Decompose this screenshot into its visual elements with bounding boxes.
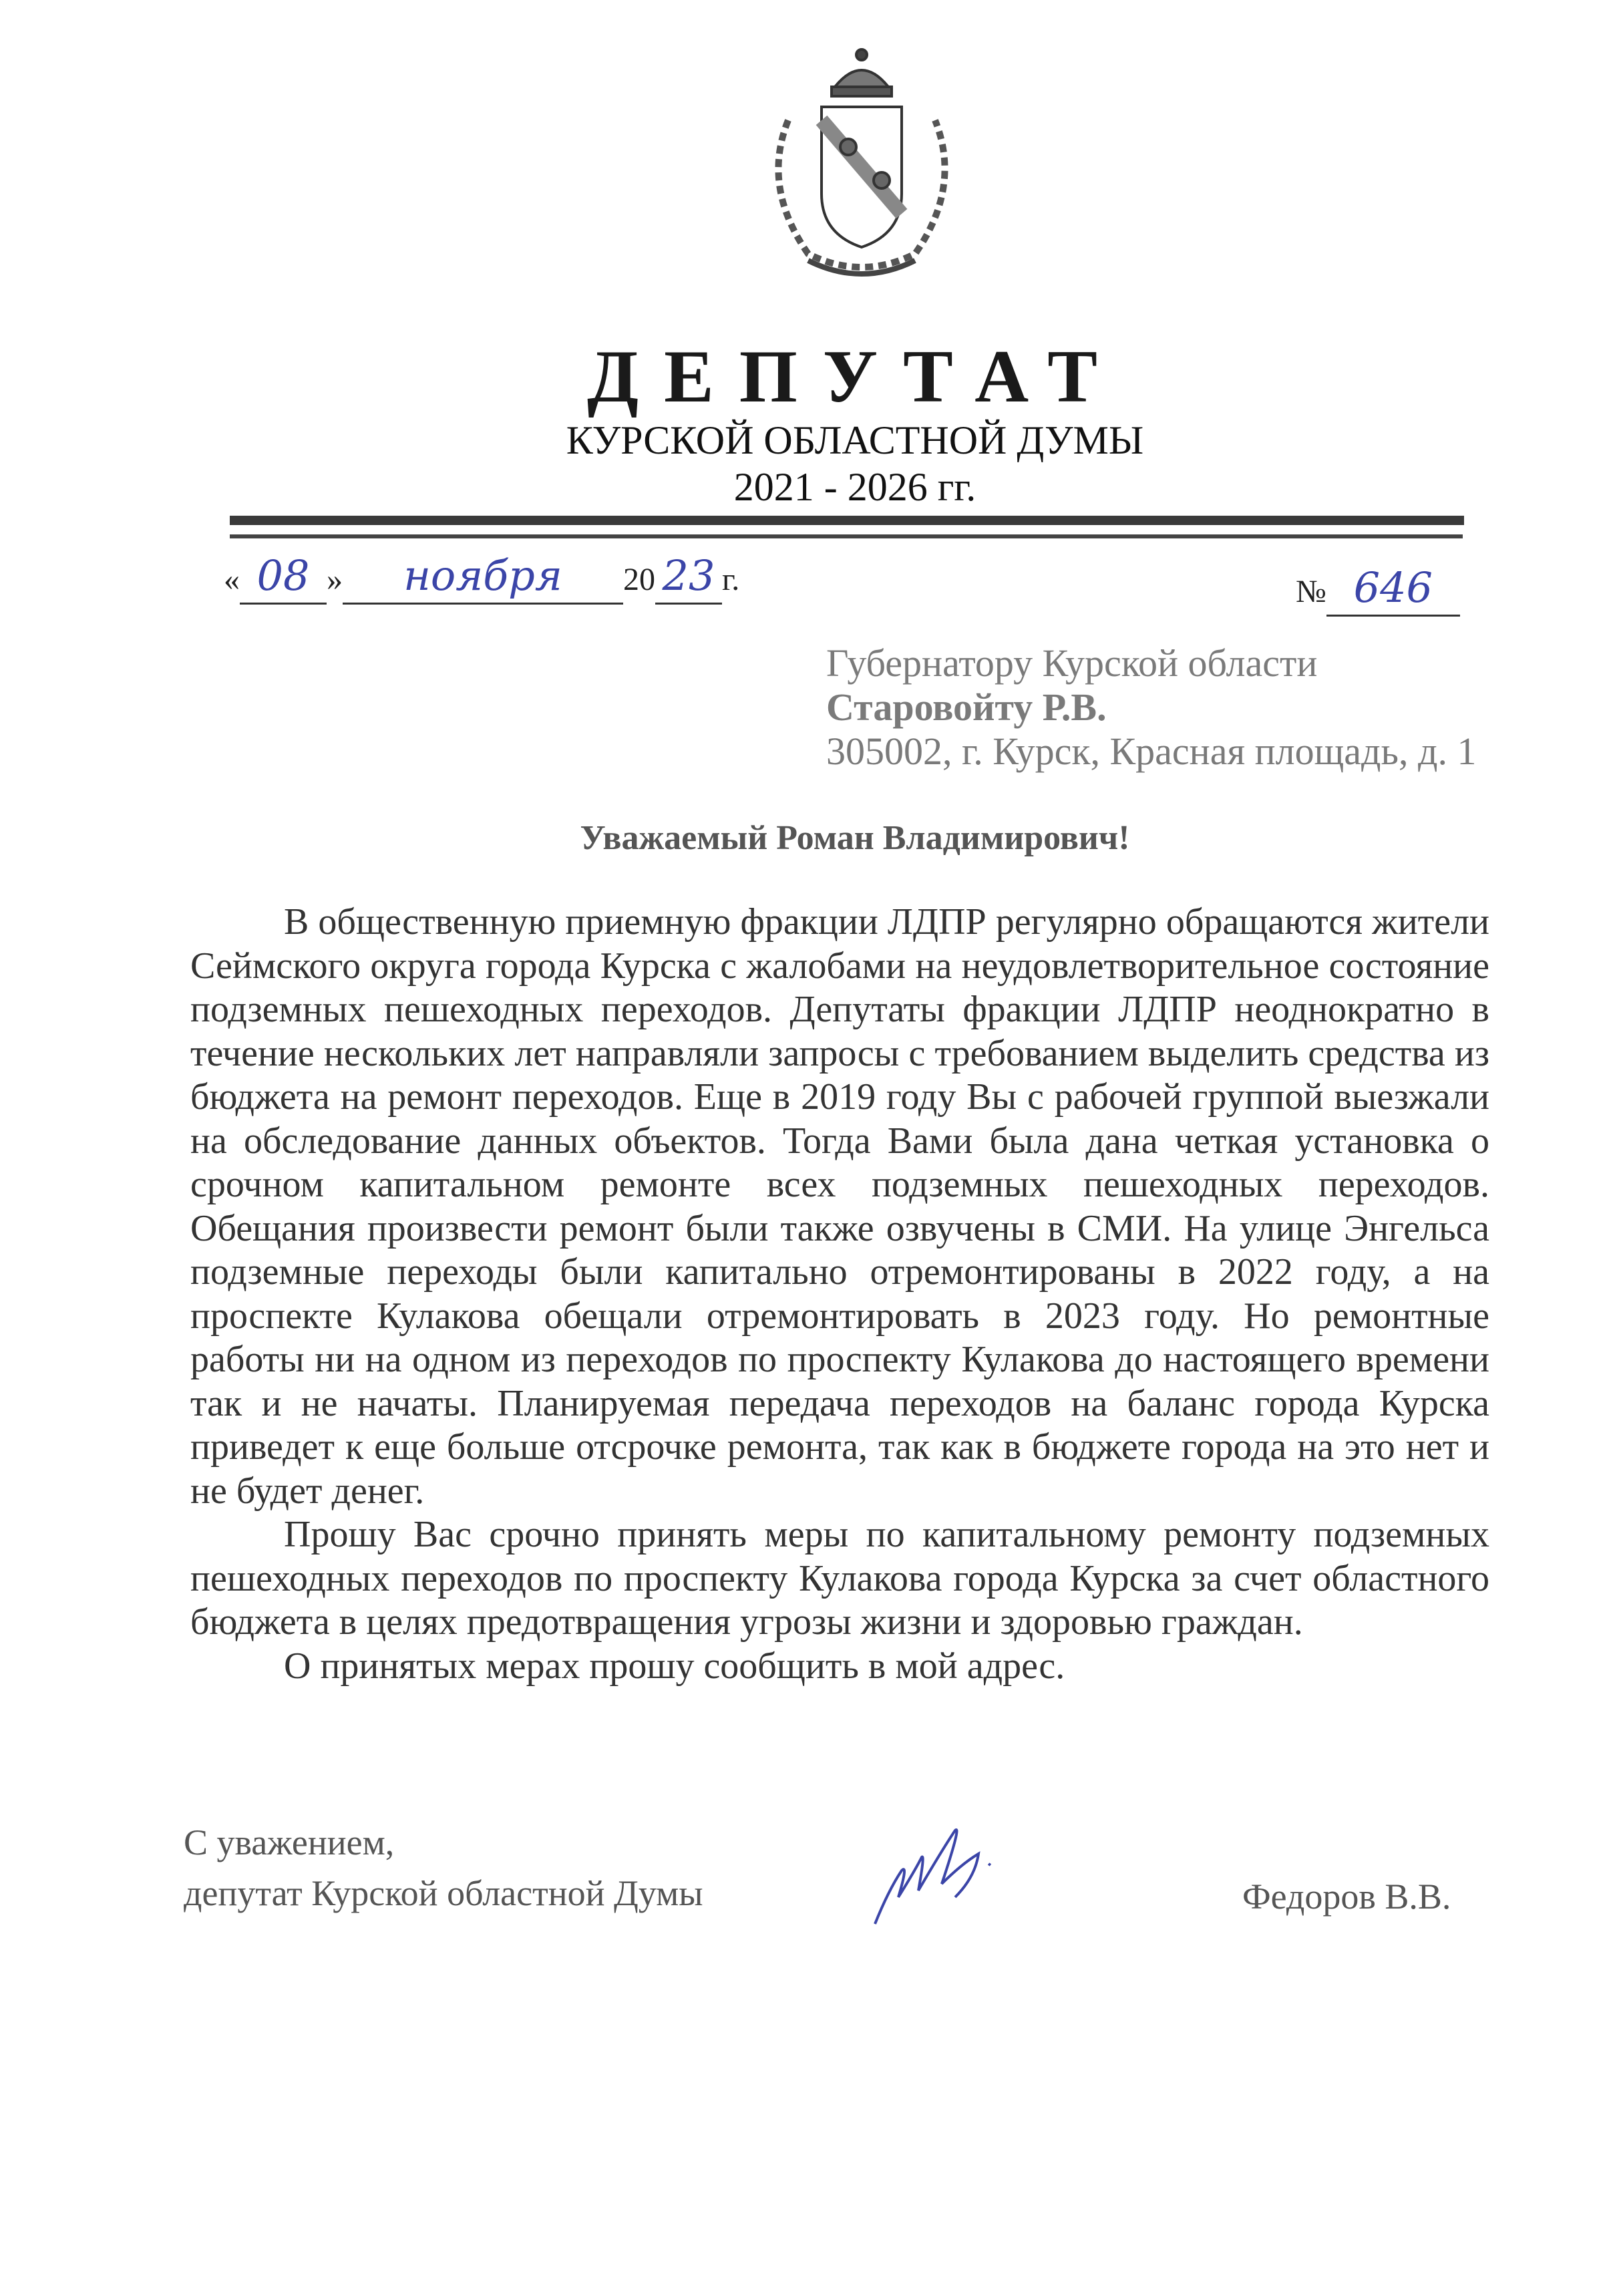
number-label: № <box>1296 574 1326 609</box>
addressee-position: Губернатору Курской области <box>826 641 1318 685</box>
salutation: Уважаемый Роман Владимирович! <box>580 819 1130 857</box>
signer-name: Федоров В.В. <box>1242 1876 1451 1917</box>
body-paragraph: О принятых мерах прошу сообщить в мой адрес. <box>284 1645 1065 1687</box>
year-suffix: 23 <box>655 549 722 605</box>
number-value: 646 <box>1326 561 1460 617</box>
signature-image <box>862 1824 1075 1931</box>
date-day: 08 <box>240 549 327 605</box>
date-month: ноября <box>343 549 623 605</box>
letter-body <box>190 900 1489 1688</box>
closing-block <box>184 1817 703 1919</box>
signer-position: депутат Курской областной Думы <box>184 1873 703 1913</box>
duma-name: КУРСКОЙ ОБЛАСТНОЙ ДУМЫ <box>566 418 1144 462</box>
year-unit: г. <box>722 562 740 597</box>
document-number <box>1296 561 1460 617</box>
quote-close: » <box>327 562 343 597</box>
body-paragraph: В общественную приемную фракции ЛДПР регулярно обращаются жители Сеймского округа города Курска с жалобами на неудовлетворительное состояние подземных пешеходных переходов. Депутаты фракции ЛДПР неоднократно в течение нескольких лет направляли запросы с требованием выделить средства из бюджета на ремонт переходов. Еще в 2019 году Вы с рабочей группой выезжали на обследование данных объектов. Тогда Вами была дана четкая установка о срочном капитальном ремонте всех подземных пешеходных переходов. Обещания произвести ремонт были также озвучены в СМИ. На улице Энгельса подземные переходы были капитально отремонтированы в 2022 году, а на проспекте Кулакова обещали отремонтировать в 2023 году. Но ремонтные работы ни на одном из переходов по проспекту Кулакова до настоящего времени так и не начаты. Планируемая передача переходов на баланс города Курска приведет к еще больше отсрочке ремонта, так как в бюджете города на это нет и не будет денег. <box>190 901 1489 1512</box>
coat-of-arms-emblem <box>748 40 975 294</box>
header-divider-thick <box>230 516 1464 525</box>
document-date <box>224 549 739 605</box>
addressee-name: Старовойту Р.В. <box>826 685 1107 729</box>
header-divider-thin <box>230 534 1463 538</box>
quote-open: « <box>224 562 240 597</box>
addressee-address: 305002, г. Курск, Красная площадь, д. 1 <box>826 729 1477 773</box>
document-title: ДЕПУТАТ <box>587 335 1123 418</box>
term-years: 2021 - 2026 гг. <box>733 465 976 509</box>
closing-regards: С уважением, <box>184 1822 395 1862</box>
addressee-block <box>826 641 1476 774</box>
year-prefix: 20 <box>623 562 655 597</box>
body-paragraph: Прошу Вас срочно принять меры по капитальному ремонту подземных пешеходных переходов по проспекту Кулакова города Курска за счет областного бюджета в целях предотвращения угрозы жизни и здоровью граждан. <box>190 1514 1489 1643</box>
